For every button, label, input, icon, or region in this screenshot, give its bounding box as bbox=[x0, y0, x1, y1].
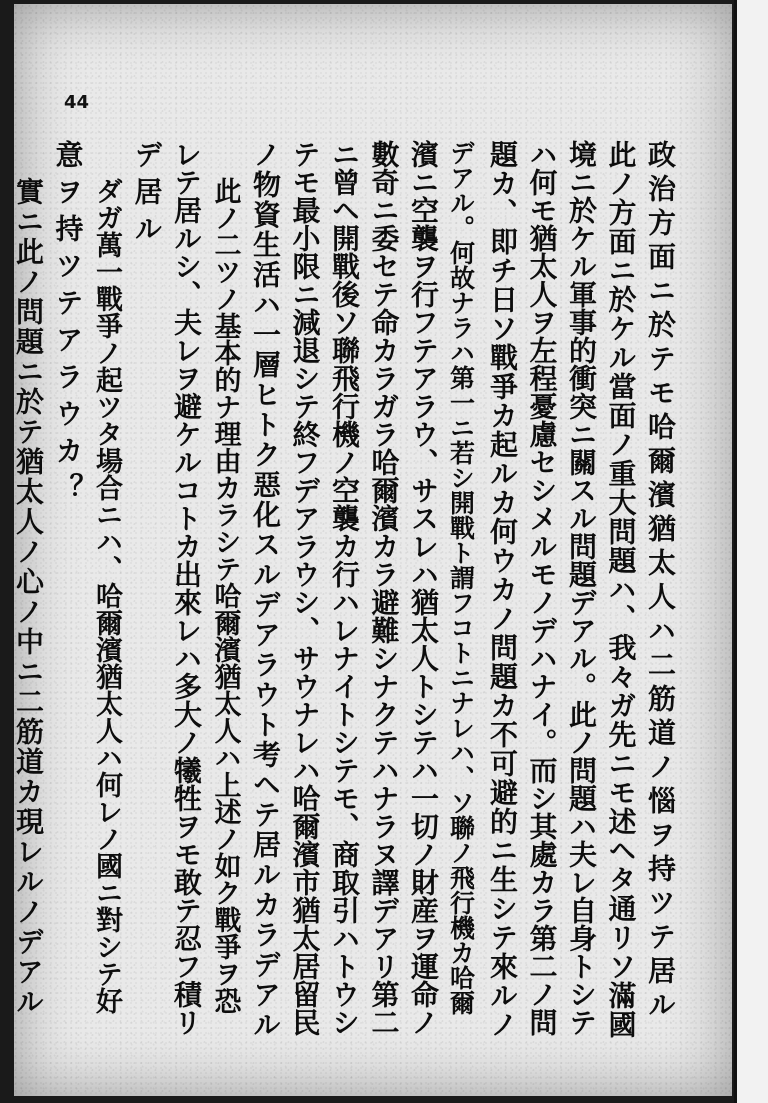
text-column-8: 數奇ニ委セテ命カラガラ哈爾濱カラ避難シナクテハナラヌ譯デアリ第二 bbox=[367, 140, 401, 1036]
book-edge bbox=[734, 0, 768, 1103]
text-column-15: ダガ萬一戰爭ノ起ツタ場合ニハ、哈爾濱猶太人ハ何レノ國ニ對シテ好 bbox=[91, 177, 122, 1014]
text-column-4: ハ何モ猶太人ヲ左程憂慮セシメルモノデハナイ。而シ其處カラ第二ノ問 bbox=[525, 140, 559, 1036]
text-column-7: 濱ニ空襲ヲ行フテアラウ、サスレハ猶太人トシテハ一切ノ財産ヲ運命ノ bbox=[407, 140, 440, 1036]
text-column-17: 實ニ此ノ問題ニ於テ猶太人ノ心ノ中ニ二筋道カ現レルノデアル bbox=[12, 177, 45, 1017]
page-number: 44 bbox=[64, 92, 90, 113]
text-column-16: 意ヲ持ツテアラウカ？ bbox=[51, 140, 85, 510]
text-column-6: デアル。何故ナラハ第一ニ若シ開戰ト謂フコトニナレハ、ソ聯ノ飛行機カ哈爾 bbox=[446, 140, 476, 1015]
text-column-5: 題カ、即チ日ソ戰爭カ起ルカ何ウカノ問題カ不可避的ニ生シテ來ルノ bbox=[486, 140, 519, 1039]
text-column-11: ノ物資生活ハ一層ヒトク惡化スルデアラウト考ヘテ居ルカラデアル bbox=[249, 140, 282, 1040]
text-column-1: 政治方面ニ於テモ哈爾濱猶太人ハ二筋道ノ惱ヲ持ツテ居ル bbox=[644, 140, 677, 1024]
text-column-13: レテ居ルシ、夫レヲ避ケルコトカ出來レハ多大ノ犧牲ヲモ敢テ忍フ積リ bbox=[170, 140, 203, 1036]
text-column-10: テモ最小限ニ減退シテ終フデアラウシ、サウナレハ哈爾濱市猶太居留民 bbox=[288, 140, 322, 1036]
text-column-2: 此ノ方面ニ於ケル當面ノ重大問題ハ、我々ガ先ニモ述ヘタ通リソ滿國 bbox=[604, 140, 638, 1039]
text-column-14: デ居ル bbox=[130, 140, 164, 251]
text-column-3: 境ニ於ケル軍事的衝突ニ關スル問題デアル。此ノ問題ハ夫レ自身トシテ bbox=[565, 140, 598, 1036]
text-column-9: ニ曾ヘ開戰後ソ聯飛行機ノ空襲カ行ハレナイトシテモ、商取引ハトウシ bbox=[328, 140, 361, 1036]
text-column-12: 此ノ二ツノ基本的ナ理由カラシテ哈爾濱猶太人ハ上述ノ如ク戰爭ヲ恐 bbox=[209, 177, 241, 1014]
